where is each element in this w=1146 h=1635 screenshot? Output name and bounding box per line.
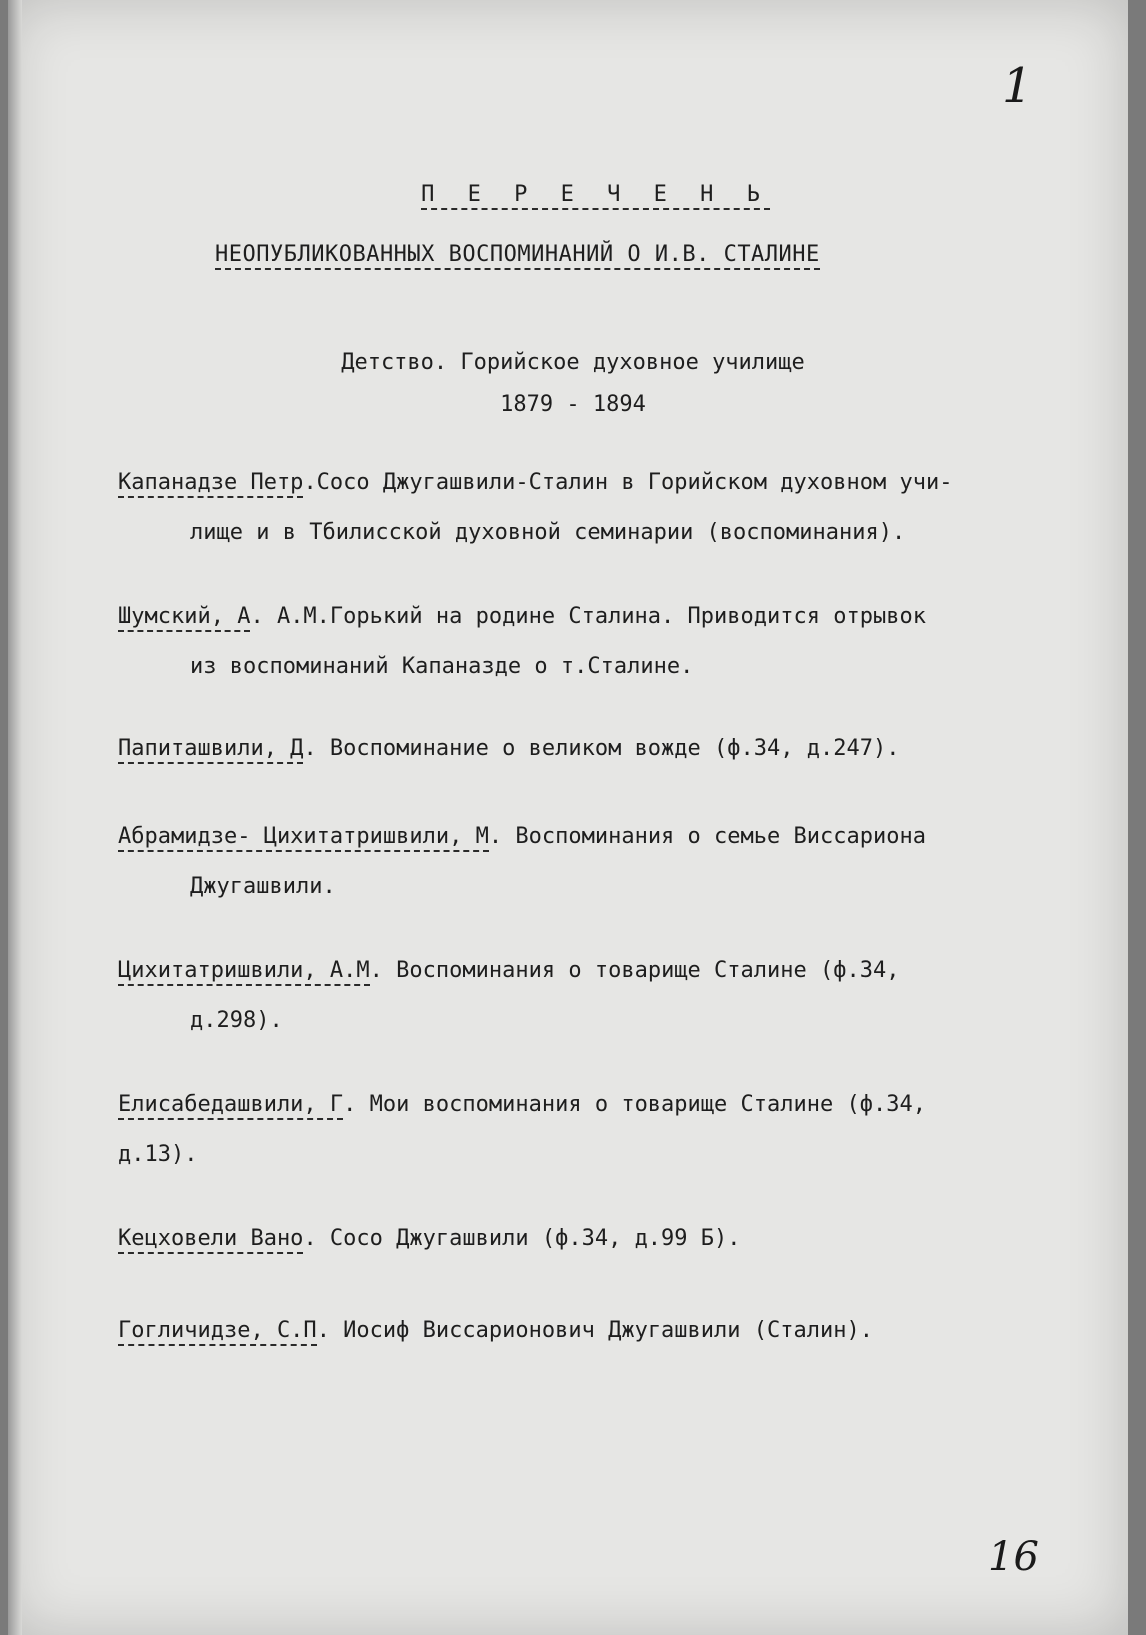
entry-text-continued: из воспоминаний Капаназде о т.Сталине. <box>190 654 694 679</box>
entry-author: Елисабедашвили, Г <box>118 1092 343 1120</box>
list-item <box>118 812 1078 912</box>
entry-author: Капанадзе Петр <box>118 470 303 498</box>
entry-text-continued: лище и в Тбилисской духовной семинарии (воспоминания). <box>190 520 906 545</box>
document-subtitle: НЕОПУБЛИКОВАННЫХ ВОСПОМИНАНИЙ О И.В. СТАЛИНЕ <box>215 242 820 270</box>
list-item <box>118 1306 1078 1356</box>
entry-text: . А.М.Горький на родине Сталина. Приводится отрывок <box>250 604 926 629</box>
section-years: 1879 - 1894 <box>500 392 646 417</box>
entry-author: Папиташвили, Д <box>118 736 303 764</box>
entry-text: . Мои воспоминания о товарище Сталине (ф.34, <box>343 1092 926 1117</box>
entry-text: . Воспоминания о товарище Сталине (ф.34, <box>369 958 900 983</box>
entry-author: Цихитатришвили, А.М <box>118 958 370 986</box>
entry-author: Шумский, А <box>118 604 250 632</box>
entry-text-continued: д.13). <box>118 1142 198 1167</box>
entry-text: . Иосиф Виссарионович Джугашвили (Сталин). <box>316 1318 873 1343</box>
list-item <box>118 1214 1078 1264</box>
list-item <box>118 724 1078 774</box>
section-heading: Детство. Горийское духовное училище <box>341 350 805 375</box>
document-title: П Е Р Е Ч Е Н Ь <box>0 182 1146 210</box>
entry-text-continued: Джугашвили. <box>190 874 336 899</box>
handwritten-page-number: 1 <box>1002 58 1033 114</box>
list-item <box>118 592 1078 692</box>
entry-text: . Воспоминание о великом вожде (ф.34, д.247). <box>303 736 900 761</box>
entry-author: Кецховели Вано <box>118 1226 303 1254</box>
entry-author: Абрамидзе- Цихитатришвили, М <box>118 824 489 852</box>
handwritten-sheet-number: 16 <box>988 1534 1039 1580</box>
entry-text-continued: д.298). <box>190 1008 283 1033</box>
entry-text: . Сосо Джугашвили (ф.34, д.99 Б). <box>303 1226 741 1251</box>
page-edge-fold <box>8 0 22 1635</box>
entry-text: .Сосо Джугашвили-Сталин в Горийском духовном учи- <box>303 470 953 495</box>
list-item <box>118 1080 1078 1180</box>
entry-author: Гогличидзе, С.П <box>118 1318 317 1346</box>
list-item <box>118 458 1078 558</box>
entry-text: . Воспоминания о семье Виссариона <box>488 824 926 849</box>
list-item <box>118 946 1078 1046</box>
